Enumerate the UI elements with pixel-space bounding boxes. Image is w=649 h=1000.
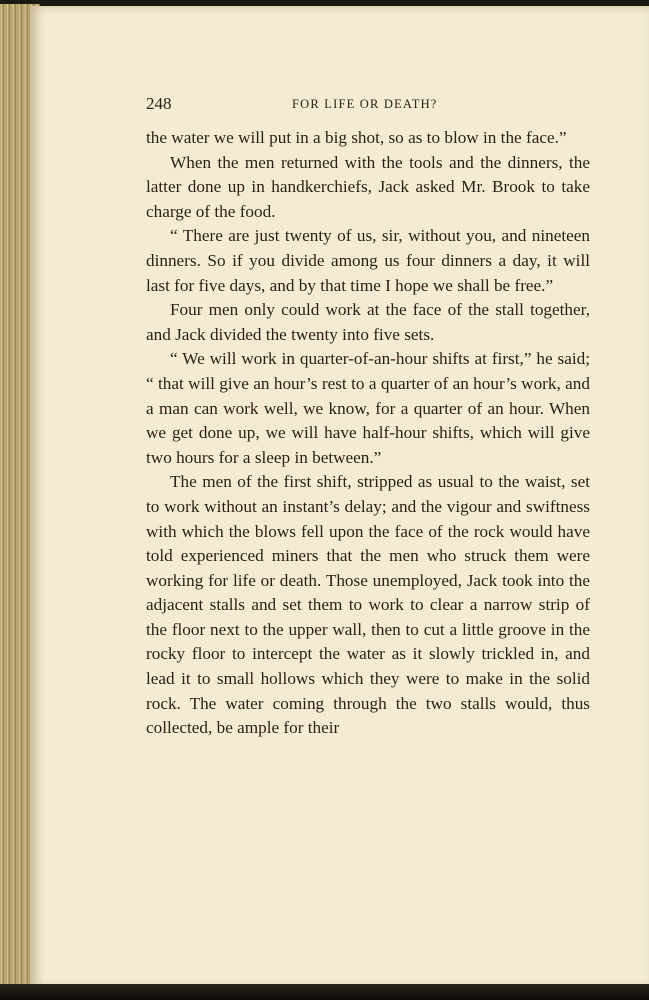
paragraph: “ There are just twenty of us, sir, without you, and nineteen dinners. So if you divide among us four dinners a day, it will last for five days, and by that time I hope we shall be free.”	[146, 226, 590, 295]
paragraph: Four men only could work at the face of the stall together, and Jack divided the twenty into five sets.	[146, 300, 590, 344]
bottom-edge	[0, 984, 649, 1000]
page-number: 248	[146, 94, 172, 113]
running-header	[146, 94, 590, 114]
body-text	[146, 126, 590, 741]
paragraph: The men of the first shift, stripped as usual to the waist, set to work without an instant’s delay; and the vigour and swiftness with which the blows fell upon the face of the rock would have told experienced miners that the men who struck them were working for life or death. Those unemployed, Jack took into the adjacent stalls and set them to work to clear a narrow strip of the floor next to the upper wall, then to cut a little groove in the rocky floor to intercept the water as it slowly trickled in, and lead it to small hollows which they were to make in the solid rock. The water coming through the two stalls would, thus collected, be ample for their	[146, 472, 590, 738]
paragraph: “ We will work in quarter-of-an-hour shifts at first,” he said; “ that will give an hour’s rest to a quarter of an hour’s work, and a man can work well, we know, for a quarter of an hour. When we get done up, we will have half-hour shifts, which will give two hours for a sleep in between.”	[146, 349, 590, 467]
paragraph: When the men returned with the tools and the dinners, the latter done up in handkerchiefs, Jack asked Mr. Brook to take charge of the food.	[146, 152, 590, 221]
running-title: FOR LIFE OR DEATH?	[292, 97, 438, 111]
paragraph-continued: the water we will put in a big shot, so as to blow in the face.”	[146, 128, 567, 147]
